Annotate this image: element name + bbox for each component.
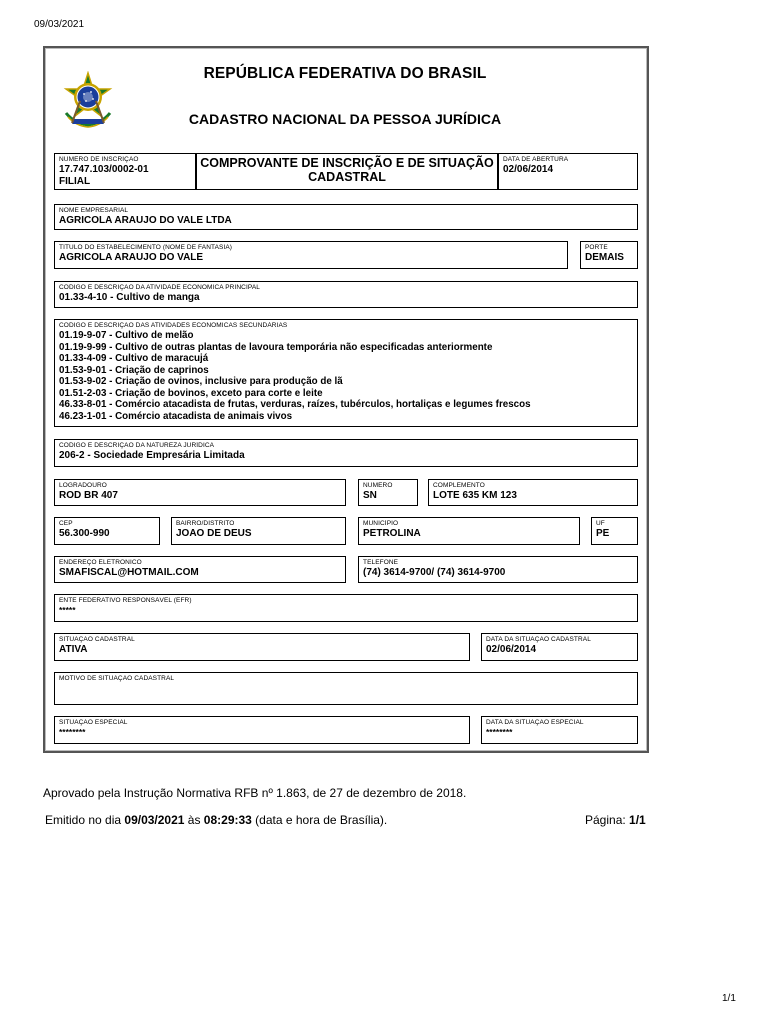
city-value: PETROLINA bbox=[363, 528, 421, 539]
registration-number-field bbox=[54, 153, 196, 190]
status-date-label: DATA DA SITUAÇÃO CADASTRAL bbox=[486, 636, 591, 643]
issued-suffix: (data e hora de Brasília). bbox=[251, 813, 388, 827]
secondary-activity-item: 01.53-9-01 - Criação de caprinos bbox=[59, 364, 209, 376]
status-reason-field bbox=[54, 672, 638, 705]
status-date-value: 02/06/2014 bbox=[486, 644, 537, 655]
registration-number-value: 17.747.103/0002-01 bbox=[59, 164, 149, 175]
special-status-date-label: DATA DA SITUAÇÃO ESPECIAL bbox=[486, 719, 584, 726]
phone-label: TELEFONE bbox=[363, 559, 399, 566]
registration-type-value: FILIAL bbox=[59, 175, 91, 187]
uf-value: PE bbox=[596, 528, 610, 539]
secondary-activity-item: 46.33-8-01 - Comércio atacadista de frutas, verduras, raízes, tubérculos, hortaliças e legumes frescos bbox=[59, 399, 531, 410]
issued-note bbox=[45, 813, 387, 827]
company-size-value: DEMAIS bbox=[585, 252, 624, 263]
special-status-field bbox=[54, 716, 470, 744]
main-activity-value: 01.33-4-10 - Cultivo de manga bbox=[59, 292, 200, 303]
trade-name-value: AGRICOLA ARAUJO DO VALE bbox=[59, 252, 204, 263]
company-name-field bbox=[54, 204, 638, 230]
city-label: MUNICÍPIO bbox=[363, 520, 399, 527]
receipt-title: COMPROVANTE DE INSCRIÇÃO E DE SITUAÇÃO CADASTRAL bbox=[196, 153, 498, 190]
issued-prefix: Emitido no dia bbox=[45, 813, 125, 827]
page-label: Página: bbox=[585, 813, 630, 827]
street-label: LOGRADOURO bbox=[59, 482, 107, 489]
secondary-activity-item: 46.23-1-01 - Comércio atacadista de animais vivos bbox=[59, 410, 293, 422]
status-reason-label: MOTIVO DE SITUAÇÃO CADASTRAL bbox=[59, 675, 175, 682]
special-status-date-field bbox=[481, 716, 638, 744]
address-number-field bbox=[358, 479, 418, 506]
status-date-field bbox=[481, 633, 638, 661]
cep-label: CEP bbox=[59, 520, 73, 527]
uf-field bbox=[591, 517, 638, 545]
issued-mid: às bbox=[184, 813, 204, 827]
registration-status-value: ATIVA bbox=[59, 644, 88, 655]
company-size-field bbox=[580, 241, 638, 269]
complement-label: COMPLEMENTO bbox=[433, 482, 485, 489]
document-subtitle: CADASTRO NACIONAL DA PESSOA JURÍDICA bbox=[188, 111, 502, 127]
district-label: BAIRRO/DISTRITO bbox=[176, 520, 235, 527]
secondary-activities-label: CÓDIGO E DESCRIÇÃO DAS ATIVIDADES ECONÔMICAS SECUNDÁRIAS bbox=[59, 322, 288, 329]
special-status-label: SITUAÇÃO ESPECIAL bbox=[59, 719, 128, 726]
page-indicator bbox=[585, 813, 646, 827]
email-label: ENDEREÇO ELETRÔNICO bbox=[59, 559, 142, 566]
efr-field bbox=[54, 594, 638, 622]
brazil-coat-of-arms-icon bbox=[60, 71, 116, 129]
secondary-activities-field bbox=[54, 319, 638, 427]
opening-date-value: 02/06/2014 bbox=[503, 164, 554, 175]
company-name-label: NOME EMPRESARIAL bbox=[59, 207, 129, 214]
legal-nature-value: 206-2 - Sociedade Empresária Limitada bbox=[59, 450, 245, 461]
trade-name-label: TÍTULO DO ESTABELECIMENTO (NOME DE FANTASIA) bbox=[59, 244, 233, 251]
phone-field bbox=[358, 556, 638, 583]
street-value: ROD BR 407 bbox=[59, 490, 118, 501]
company-size-label: PORTE bbox=[585, 244, 608, 251]
district-value: JOAO DE DEUS bbox=[176, 528, 252, 539]
complement-value: LOTE 635 KM 123 bbox=[433, 490, 517, 501]
address-number-label: NÚMERO bbox=[363, 482, 393, 489]
document-title: REPÚBLICA FEDERATIVA DO BRASIL bbox=[203, 65, 487, 82]
registration-number-label: NÚMERO DE INSCRIÇÃO bbox=[59, 156, 139, 163]
print-date: 09/03/2021 bbox=[34, 19, 85, 30]
company-name-value: AGRICOLA ARAUJO DO VALE LTDA bbox=[59, 215, 232, 226]
issued-date: 09/03/2021 bbox=[124, 813, 185, 827]
uf-label: UF bbox=[596, 520, 605, 527]
opening-date-field bbox=[498, 153, 638, 190]
efr-value: ***** bbox=[59, 605, 76, 615]
legal-nature-label: CÓDIGO E DESCRIÇÃO DA NATUREZA JURÍDICA bbox=[59, 442, 215, 449]
complement-field bbox=[428, 479, 638, 506]
secondary-activity-item: 01.19-9-07 - Cultivo de melão bbox=[59, 330, 194, 341]
legal-nature-field bbox=[54, 439, 638, 467]
secondary-activity-item: 01.19-9-99 - Cultivo de outras plantas de lavoura temporária não especificadas anteriormente bbox=[59, 341, 493, 353]
district-field bbox=[171, 517, 346, 545]
email-value: SMAFISCAL@HOTMAIL.COM bbox=[59, 567, 199, 578]
street-field bbox=[54, 479, 346, 506]
secondary-activity-item: 01.53-9-02 - Criação de ovinos, inclusive para produção de lã bbox=[59, 376, 343, 387]
secondary-activity-item: 01.33-4-09 - Cultivo de maracujá bbox=[59, 353, 209, 364]
registration-status-field bbox=[54, 633, 470, 661]
cep-field bbox=[54, 517, 160, 545]
special-status-date-value: ******** bbox=[486, 727, 513, 737]
page-count: 1/1 bbox=[722, 993, 736, 1004]
issued-time: 08:29:33 bbox=[203, 813, 252, 827]
registration-status-label: SITUAÇÃO CADASTRAL bbox=[59, 636, 135, 643]
trade-name-field bbox=[54, 241, 568, 269]
city-field bbox=[358, 517, 580, 545]
page-value: 1/1 bbox=[629, 813, 646, 827]
main-activity-label: CÓDIGO E DESCRIÇÃO DA ATIVIDADE ECONÔMICA PRINCIPAL bbox=[59, 284, 260, 291]
address-number-value: SN bbox=[363, 490, 377, 501]
phone-value: (74) 3614-9700/ (74) 3614-9700 bbox=[363, 567, 506, 578]
approval-note: Aprovado pela Instrução Normativa RFB nº 1.863, de 27 de dezembro de 2018. bbox=[43, 786, 467, 800]
main-activity-field bbox=[54, 281, 638, 308]
cep-value: 56.300-990 bbox=[59, 528, 110, 539]
secondary-activity-item: 01.51-2-03 - Criação de bovinos, exceto para corte e leite bbox=[59, 387, 323, 399]
special-status-value: ******** bbox=[59, 727, 86, 737]
opening-date-label: DATA DE ABERTURA bbox=[503, 156, 569, 163]
efr-label: ENTE FEDERATIVO RESPONSÁVEL (EFR) bbox=[59, 597, 192, 604]
email-field bbox=[54, 556, 346, 583]
